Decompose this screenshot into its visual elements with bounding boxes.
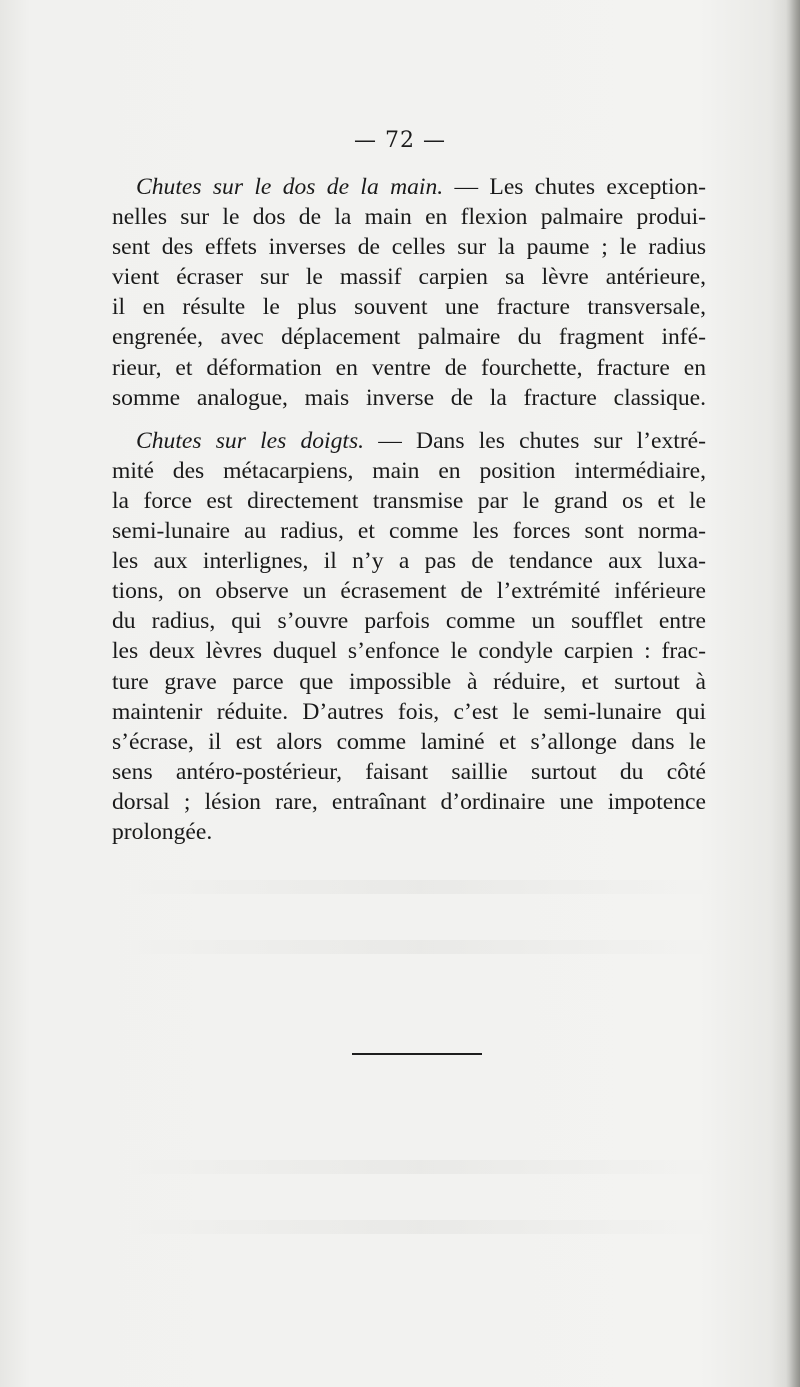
page-body — [112, 172, 706, 847]
text-line — [112, 426, 706, 456]
text-line-content: — Dans les chutes sur l’extré- — [364, 427, 707, 454]
text-line: du radius, qui s’ouvre parfois comme un soufflet entre — [112, 608, 706, 635]
text-line: sent des effets inverses de celles sur la paume ; le radius — [112, 234, 706, 261]
text-line: les aux interlignes, il n’y a pas de tendance aux luxa- — [112, 548, 706, 575]
show-through-shadow — [120, 1160, 720, 1174]
text-line: la force est directement transmise par le grand os et le — [112, 487, 706, 514]
text-line: mité des métacarpiens, main en position intermédiaire, — [112, 457, 706, 484]
text-line: il en résulte le plus souvent une fracture transversale, — [112, 294, 706, 321]
text-line: nelles sur le dos de la main en flexion palmaire produi- — [112, 204, 706, 231]
text-line: tions, on observe un écrasement de l’extrémité inférieure — [112, 578, 706, 605]
paragraph-heading: Chutes sur les doigts. — [136, 427, 365, 454]
page-number: — 72 — — [354, 128, 446, 153]
text-line: prolongée. — [112, 818, 213, 845]
text-line: ture grave parce que impossible à réduire, et surtout à — [112, 668, 706, 695]
text-line: s’écrase, il est alors comme laminé et s’allonge dans le — [112, 728, 706, 755]
text-line: somme analogue, mais inverse de la fracture classique. — [112, 384, 706, 411]
text-line: engrenée, avec déplacement palmaire du fragment infé- — [112, 324, 706, 351]
page-spine-shadow — [786, 0, 800, 1387]
text-line: semi-lunaire au radius, et comme les forces sont norma- — [112, 518, 706, 545]
show-through-shadow — [120, 880, 720, 894]
paragraph-gap — [112, 413, 706, 426]
text-line: les deux lèvres duquel s’enfonce le condyle carpien : frac- — [112, 638, 706, 665]
paragraph-heading: Chutes sur le dos de la main. — [136, 174, 444, 200]
show-through-shadow — [120, 1220, 720, 1234]
text-line: rieur, et déformation en ventre de fourchette, fracture en — [112, 354, 706, 381]
text-line: maintenir réduite. D’autres fois, c’est le semi-lunaire qui — [112, 698, 706, 725]
text-line-content: — Les chutes exception- — [443, 174, 706, 200]
text-line: sens antéro-postérieur, faisant saillie surtout du côté — [112, 758, 706, 785]
end-rule — [352, 1053, 482, 1055]
text-line — [112, 172, 706, 202]
show-through-shadow — [120, 940, 720, 954]
text-line: dorsal ; lésion rare, entraînant d’ordinaire une impotence — [112, 788, 706, 815]
text-line: vient écraser sur le massif carpien sa lèvre antérieure, — [112, 264, 706, 291]
